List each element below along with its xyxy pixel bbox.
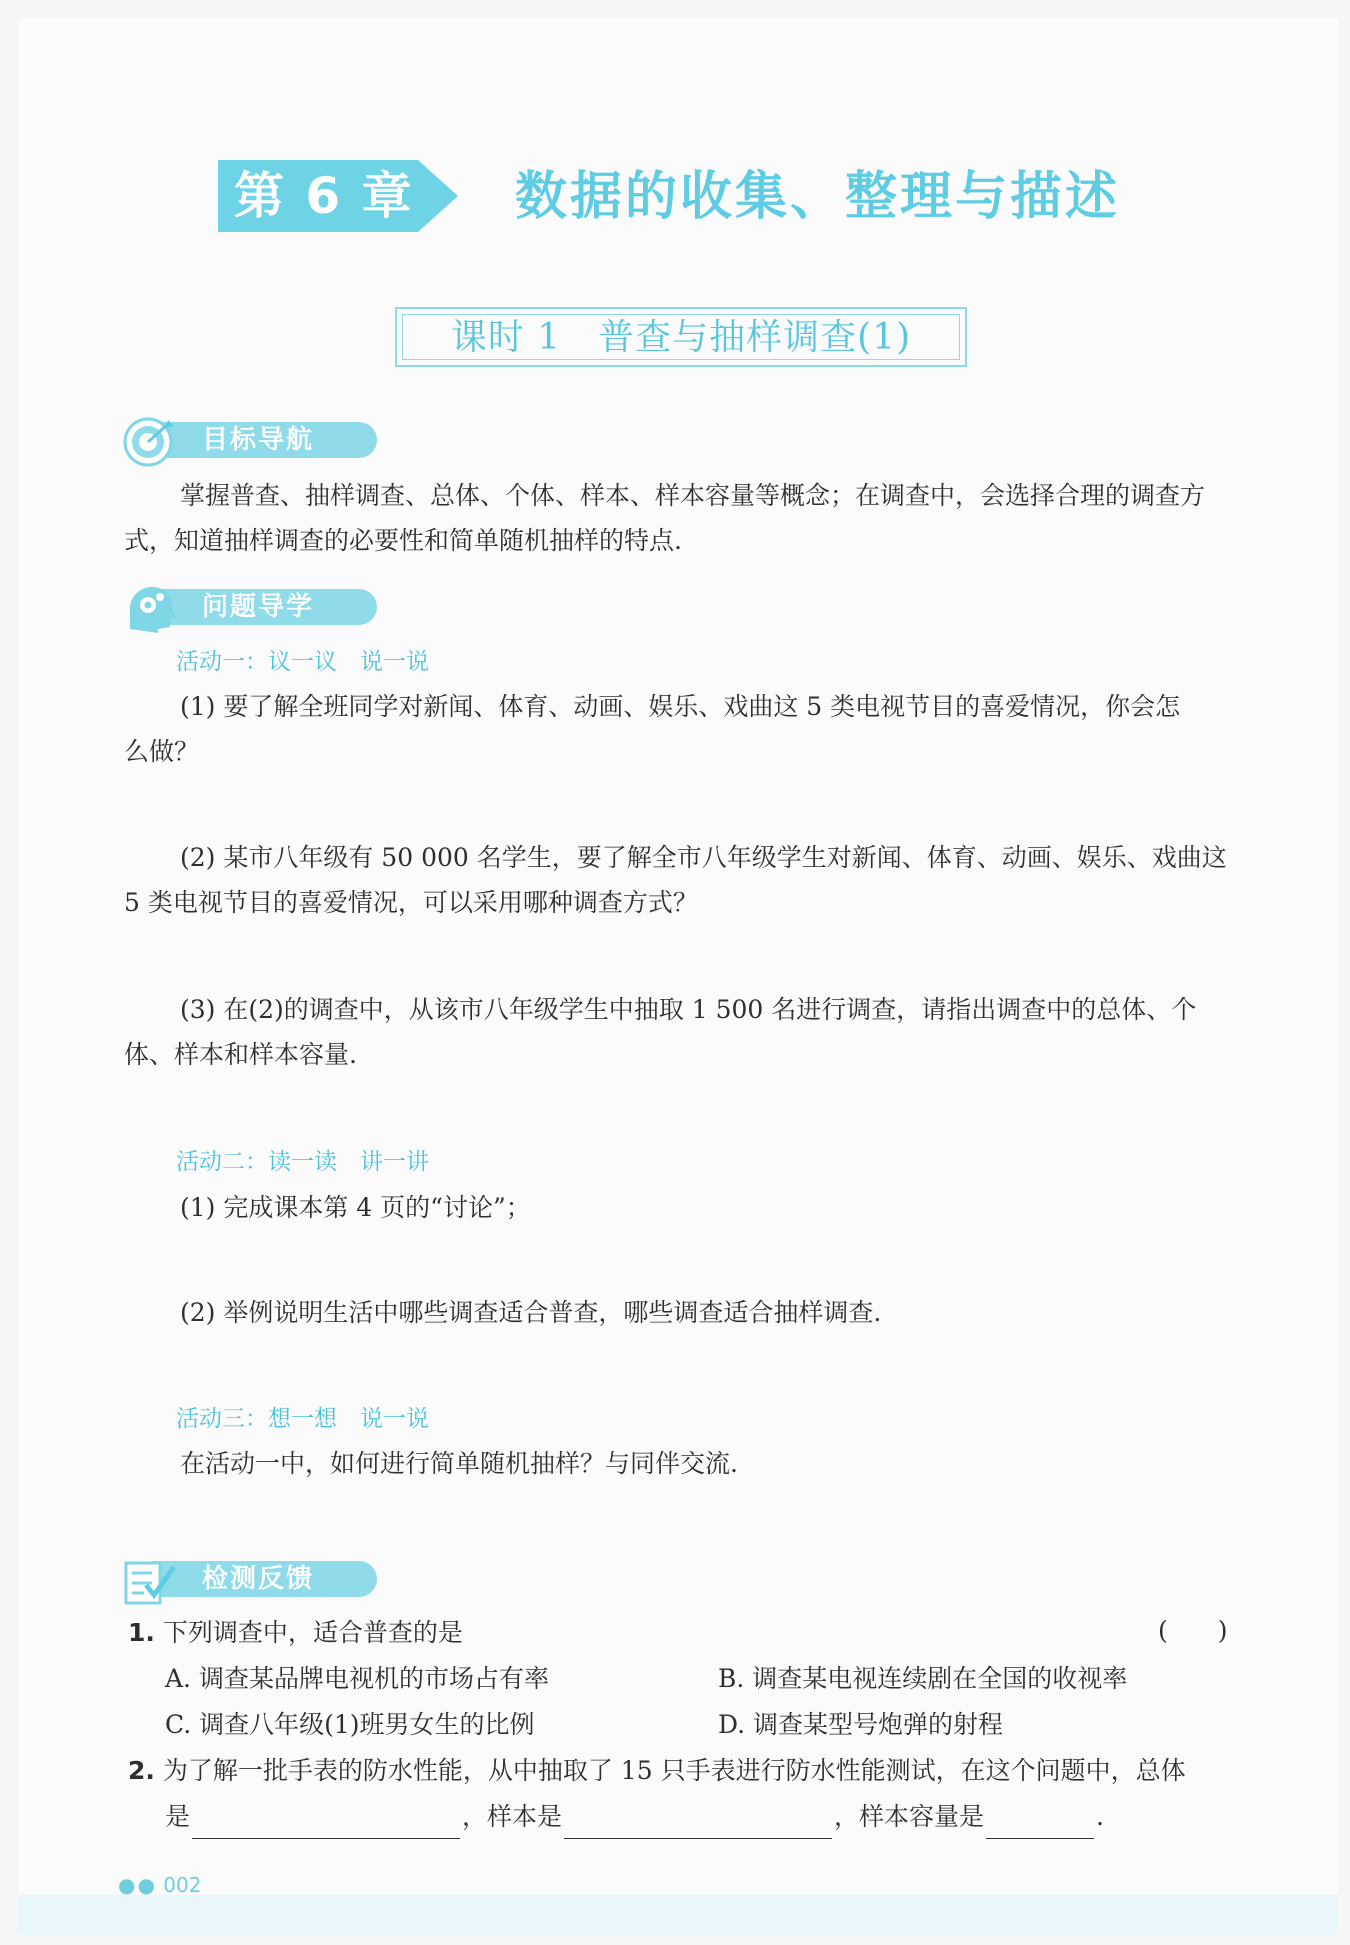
option-d: D. 调查某型号炮弹的射程 bbox=[718, 1710, 1004, 1739]
question-number: 2. bbox=[128, 1756, 155, 1785]
section-label: 问题导学 bbox=[202, 592, 315, 622]
activity-1-q3-line2: 体、样本和样本容量. bbox=[124, 1040, 357, 1069]
fill-text-1: 是 bbox=[165, 1802, 191, 1831]
answer-blank-sample-size[interactable] bbox=[986, 1808, 1094, 1839]
page-number-text: 002 bbox=[163, 1873, 202, 1897]
question-1 bbox=[128, 1610, 463, 1655]
chapter-number: 第 6 章 bbox=[234, 167, 414, 225]
lesson-title: 课时 1 普查与抽样调查(1) bbox=[402, 314, 960, 360]
goal-line-1: 掌握普查、抽样调查、总体、个体、样本、样本容量等概念；在调查中，会选择合理的调查方 bbox=[180, 481, 1206, 510]
question-text: 下列调查中，适合普查的是 bbox=[162, 1618, 463, 1647]
page-number bbox=[118, 1873, 201, 1897]
section-header-check bbox=[122, 1555, 382, 1599]
activity-2-q2: (2) 举例说明生活中哪些调查适合普查，哪些调查适合抽样调查. bbox=[180, 1298, 882, 1327]
section-header-goal bbox=[122, 416, 382, 460]
question-2-line2 bbox=[165, 1794, 1104, 1839]
question-2-line1 bbox=[128, 1748, 1186, 1793]
activity-3-q1: 在活动一中，如何进行简单随机抽样？与同伴交流. bbox=[180, 1449, 738, 1478]
answer-blank-population[interactable] bbox=[192, 1808, 460, 1839]
option-a: A. 调查某品牌电视机的市场占有率 bbox=[165, 1664, 549, 1693]
activity-1-q2-line2: 5 类电视节目的喜爱情况，可以采用哪种调查方式？ bbox=[124, 888, 698, 917]
fill-text-3: ，样本容量是 bbox=[834, 1802, 985, 1831]
activity-1-title: 活动一：议一议 说一说 bbox=[176, 649, 429, 675]
goal-line-2: 式，知道抽样调查的必要性和简单随机抽样的特点. bbox=[124, 526, 682, 555]
activity-2-q1: (1) 完成课本第 4 页的“讨论”； bbox=[180, 1193, 531, 1222]
activity-1-q1-line2: 么做？ bbox=[124, 737, 200, 766]
activity-1-q2-line1: (2) 某市八年级有 50 000 名学生，要了解全市八年级学生对新闻、体育、动画、娱乐、戏曲这 bbox=[180, 843, 1227, 872]
section-label: 检测反馈 bbox=[202, 1564, 315, 1594]
activity-3-title: 活动三：想一想 说一说 bbox=[176, 1406, 429, 1432]
fill-text-4: . bbox=[1096, 1802, 1104, 1831]
fill-text-2: ，样本是 bbox=[462, 1802, 563, 1831]
option-b: B. 调查某电视连续剧在全国的收视率 bbox=[718, 1664, 1128, 1693]
activity-1-q1-line1: (1) 要了解全班同学对新闻、体育、动画、娱乐、戏曲这 5 类电视节目的喜爱情况，你会怎 bbox=[180, 692, 1181, 721]
answer-blank-sample[interactable] bbox=[564, 1808, 832, 1839]
bottom-band bbox=[18, 1895, 1338, 1935]
head-gear-icon bbox=[122, 583, 182, 635]
dots-decoration: ●● bbox=[118, 1873, 157, 1897]
target-icon bbox=[122, 416, 182, 468]
question-number: 1. bbox=[128, 1618, 155, 1647]
lesson-title-box bbox=[395, 307, 967, 367]
answer-bracket: ( ) bbox=[1158, 1616, 1228, 1645]
activity-1-q3-line1: (3) 在(2)的调查中，从该市八年级学生中抽取 1 500 名进行调查，请指出调查中的总体、个 bbox=[180, 995, 1197, 1024]
chapter-tag bbox=[218, 160, 458, 232]
chapter-title: 数据的收集、整理与描述 bbox=[515, 167, 1121, 227]
checklist-icon bbox=[122, 1555, 182, 1607]
option-c: C. 调查八年级(1)班男女生的比例 bbox=[165, 1710, 535, 1739]
question-text: 为了解一批手表的防水性能，从中抽取了 15 只手表进行防水性能测试，在这个问题中，总体 bbox=[162, 1756, 1186, 1785]
section-header-guide bbox=[122, 583, 382, 627]
activity-2-title: 活动二：读一读 讲一讲 bbox=[176, 1149, 429, 1175]
section-label: 目标导航 bbox=[202, 425, 315, 455]
